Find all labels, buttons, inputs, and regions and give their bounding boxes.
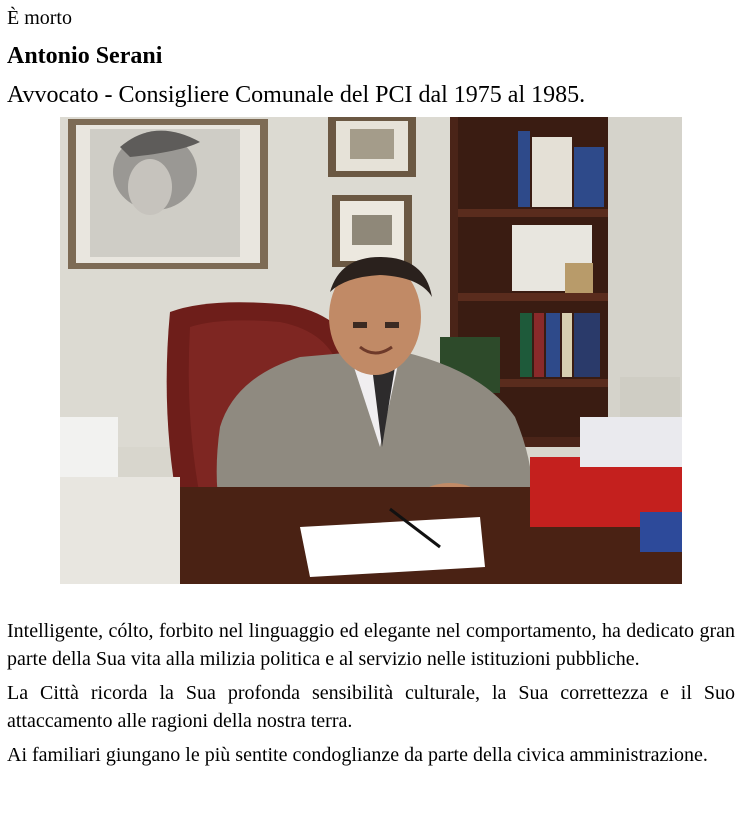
paragraph-condolences: Ai familiari giungano le più sentite condoglianze da parte della civica amministrazione. [7,744,708,766]
small-frame-top [328,117,416,177]
kicker-label: È morto [7,7,72,29]
portrait-photo [60,117,682,584]
person-name-heading: Antonio Serani [7,43,163,69]
paragraph-tribute: Intelligente, cólto, forbito nel linguaggio ed elegante nel comportamento, ha dedicato gran parte della Sua vita alla milizia politica e al servizio nelle istituzioni pubbliche. [7,620,735,670]
paragraph-memory: La Città ricorda la Sua profonda sensibilità culturale, la Sua correttezza e il Suo attaccamento alle ragioni della nostra terra. [7,682,735,732]
portrait-photo-illustration [60,117,682,584]
person-role-subtitle: Avvocato - Consigliere Comunale del PCI dal 1975 al 1985. [7,82,586,108]
wall-painting [68,119,268,269]
small-frame-middle [332,195,412,267]
obituary-body [7,617,735,775]
